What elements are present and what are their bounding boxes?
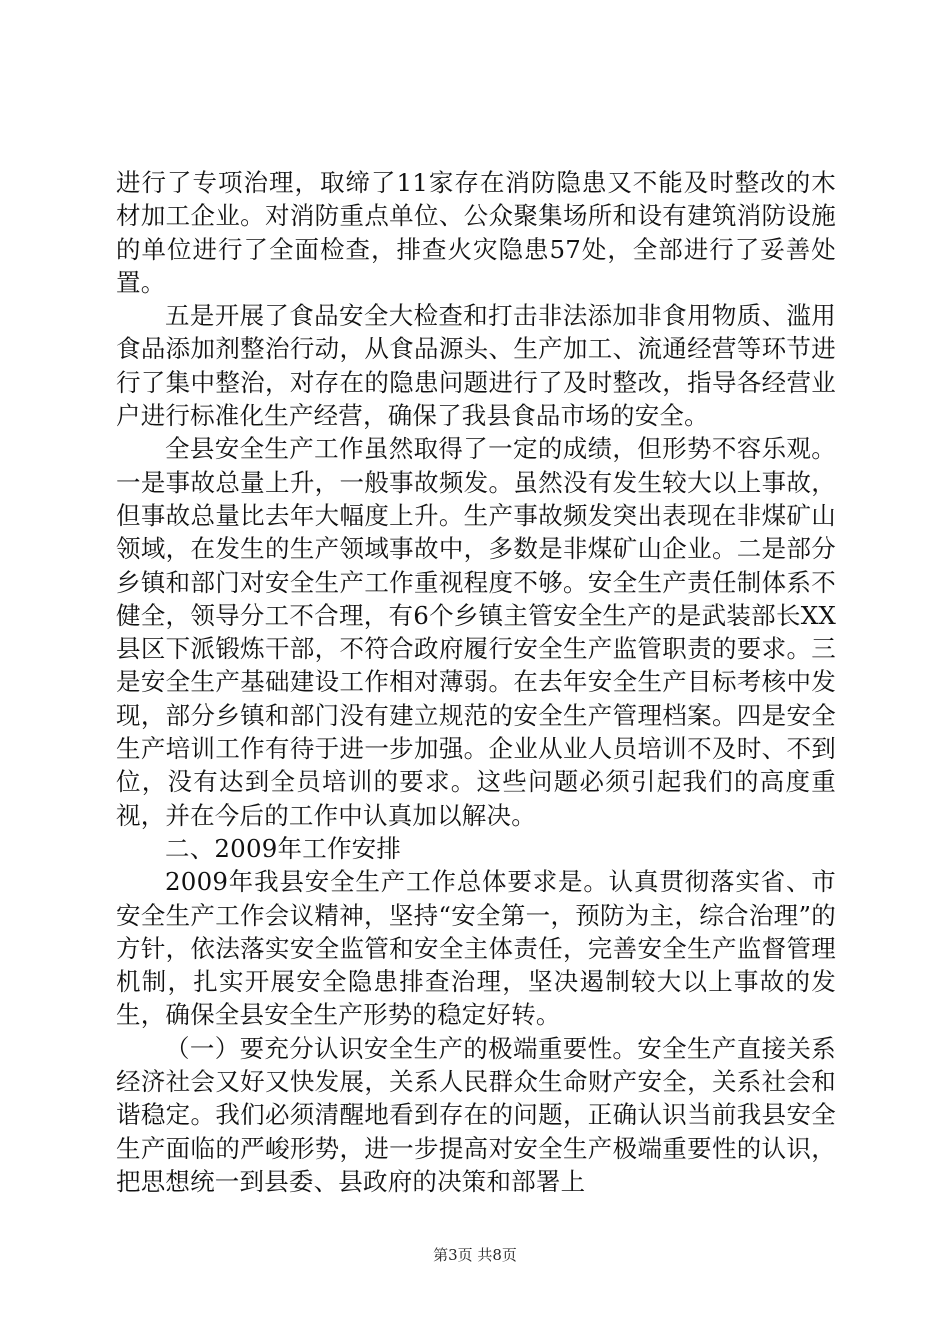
page-number-footer: 第3页 共8页 <box>433 1246 517 1264</box>
document-body <box>116 166 836 1198</box>
paragraph-overall-requirements: 2009年我县安全生产工作总体要求是。认真贯彻落实省、市安全生产工作会议精神，坚持“安全第一，预防为主，综合治理”的方针，依法落实安全监管和安全主体责任，完善安全生产监督管理机制，扎实开展安全隐患排查治理，坚决遏制较大以上事故的发生，确保全县安全生产形势的稳定好转。 <box>116 867 836 1030</box>
paragraph-food-safety: 五是开展了食品安全大检查和打击非法添加非食用物质、滥用食品添加剂整治行动，从食品源头、生产加工、流通经营等环节进行了集中整治，对存在的隐患问题进行了及时整改，指导各经营业户进行标准化生产经营，确保了我县食品市场的安全。 <box>116 301 836 431</box>
paragraph-continuation: 进行了专项治理，取缔了11家存在消防隐患又不能及时整改的木材加工企业。对消防重点单位、公众聚集场所和设有建筑消防设施的单位进行了全面检查，排查火灾隐患57处，全部进行了妥善处置。 <box>116 168 836 297</box>
paragraph-problems: 全县安全生产工作虽然取得了一定的成绩，但形势不容乐观。一是事故总量上升，一般事故频发。虽然没有发生较大以上事故，但事故总量比去年大幅度上升。生产事故频发突出表现在非煤矿山领域，在发生的生产领域事故中，多数是非煤矿山企业。二是部分乡镇和部门对安全生产工作重视程度不够。安全生产责任制体系不健全，领导分工不合理，有6个乡镇主管安全生产的是武装部长XX县区下派锻炼干部，不符合政府履行安全生产监管职责的要求。三是安全生产基础建设工作相对薄弱。在去年安全生产目标考核中发现，部分乡镇和部门没有建立规范的安全生产管理档案。四是安全生产培训工作有待于进一步加强。企业从业人员培训不及时、不到位，没有达到全员培训的要求。这些问题必须引起我们的高度重视，并在今后的工作中认真加以解决。 <box>116 434 836 830</box>
section-heading-2009-plan: 二、2009年工作安排 <box>165 833 402 863</box>
paragraph-importance: （一）要充分认识安全生产的极端重要性。安全生产直接关系经济社会又好又快发展，关系人民群众生命财产安全，关系社会和谐稳定。我们必须清醒地看到存在的问题，正确认识当前我县安全生产面临的严峻形势，进一步提高对安全生产极端重要性的认识，把思想统一到县委、县政府的决策和部署上 <box>116 1033 836 1196</box>
